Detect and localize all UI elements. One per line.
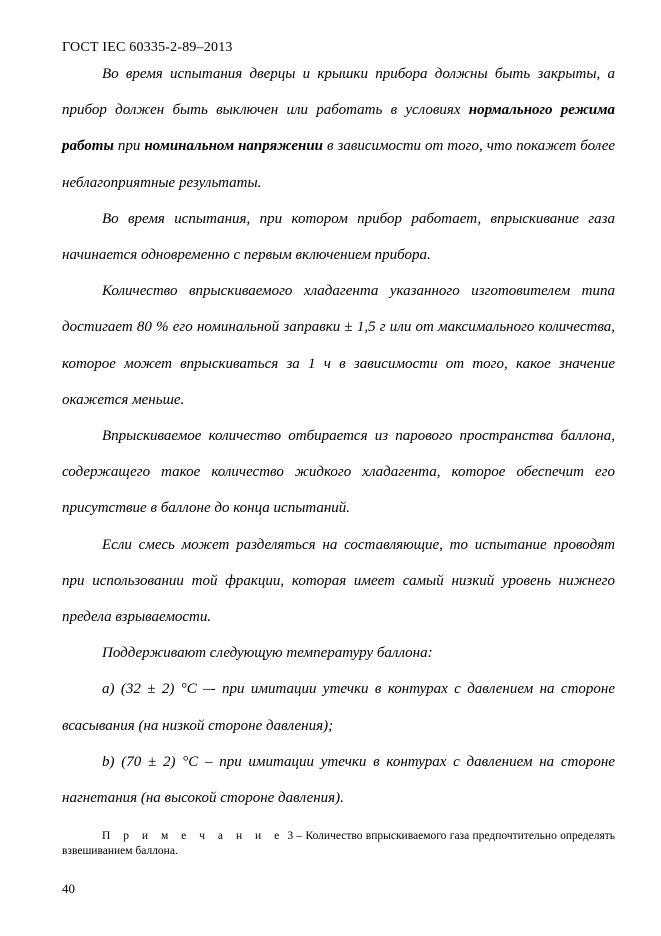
term-rated-voltage: номинальном напряжении <box>144 138 324 155</box>
paragraph-door-and-lid <box>62 56 615 201</box>
term-normal-operation: нормального режима работы <box>62 102 615 155</box>
note <box>62 829 615 859</box>
paragraph-mixture-fraction: Если смесь может разделяться на составляющие, то испытание проводят при использовании той фракции, которая имеет самый низкий уровень нижнего предела взрываемости. <box>62 536 615 626</box>
paragraph-text: в зависимости от того, что покажет более неблагоприятные результаты. <box>62 138 616 191</box>
note-label: П р и м е ч а н и е <box>102 830 285 842</box>
list-item-b: b) (70 ± 2) °С – при имитации утечки в контурах с давлением на стороне нагнетания (на высокой стороне давления). <box>62 753 615 807</box>
paragraph-cylinder-temperature: Поддерживают следующую температуру баллона: <box>102 645 433 662</box>
paragraph-refrigerant-quantity: Количество впрыскиваемого хладагента указанного изготовителем типа достигает 80 % его номинальной заправки ± 1,5 г или от максимального количества, которое может впрыскиваться за 1 ч в зависимости от того, какое значение окажется меньше. <box>62 283 615 408</box>
paragraph-injection-start: Во время испытания, при котором прибор работает, впрыскивание газа начинается одновременно с первым включением прибора. <box>62 210 615 264</box>
document-header: ГОСТ IEC 60335-2-89–2013 <box>62 40 233 55</box>
list-item-a: a) (32 ± 2) °С –- при имитации утечки в контурах с давлением на стороне всасывания (на низкой стороне давления); <box>62 681 615 734</box>
note-text: 3 – Количество впрыскиваемого газа предпочтительно определять взвешиванием баллона. <box>62 830 615 857</box>
paragraph-vapour-space: Впрыскиваемое количество отбирается из парового пространства баллона, содержащего такое количество жидкого хладагента, которое обеспечит его присутствие в баллоне до конца испытаний. <box>62 428 615 517</box>
page-number: 40 <box>62 881 75 896</box>
document-body <box>62 56 615 816</box>
paragraph-text: Во время испытания дверцы и крышки прибора должны быть закрыты, а прибор должен быть выключен или работать в условиях <box>62 66 615 119</box>
paragraph-text: при <box>113 138 145 155</box>
